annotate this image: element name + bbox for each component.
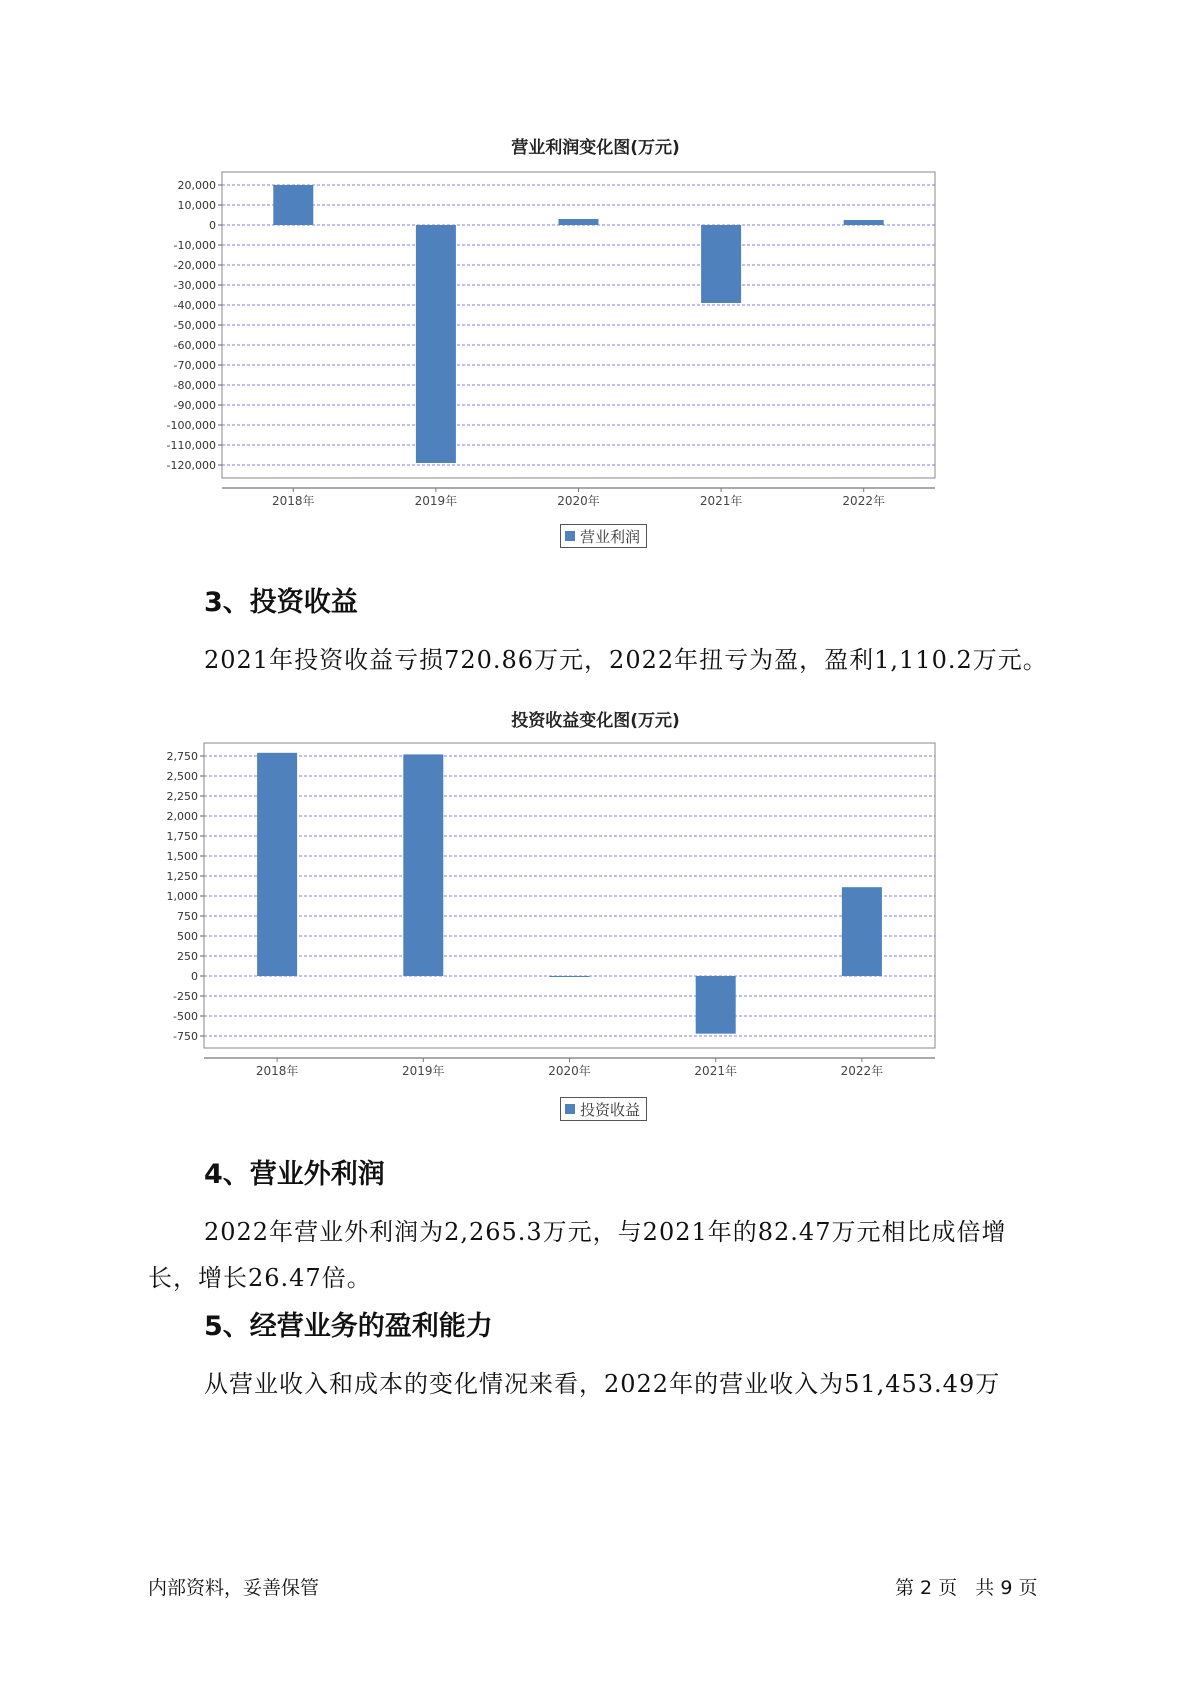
y-tick-label: -40,000 — [173, 299, 216, 312]
y-tick-label: 1,750 — [166, 830, 198, 843]
section4-paragraph-line2: 长，增长26.47倍。 — [148, 1264, 372, 1292]
y-tick-label: -750 — [173, 1030, 198, 1043]
chart2-legend — [560, 1097, 647, 1121]
chart1-legend-label: 营业利润 — [580, 527, 641, 546]
y-tick-label: -110,000 — [166, 439, 216, 452]
x-tick-label: 2022年 — [842, 494, 885, 508]
chart2-legend-label: 投资收益 — [580, 1100, 641, 1119]
y-tick-label: -60,000 — [173, 339, 216, 352]
bar-2019年 — [403, 754, 443, 976]
investment-income-chart — [150, 740, 1040, 1100]
x-tick-label: 2021年 — [699, 494, 743, 508]
plot-frame — [204, 743, 935, 1048]
footer-page-number: 第 2 页 共 9 页 — [895, 1577, 1038, 1599]
y-tick-label: 0 — [191, 970, 198, 983]
y-tick-label: -50,000 — [173, 319, 216, 332]
bar-2018年 — [257, 753, 297, 976]
x-tick-label: 2021年 — [694, 1064, 737, 1078]
y-tick-label: 2,500 — [166, 770, 198, 783]
x-tick-label: 2018年 — [272, 494, 315, 508]
bar-2021年 — [696, 976, 736, 1034]
section3-heading: 3、投资收益 — [204, 587, 358, 618]
section4-paragraph-line1: 2022年营业外利润为2,265.3万元，与2021年的82.47万元相比成倍增 — [204, 1218, 1007, 1246]
y-tick-label: 2,250 — [166, 790, 198, 803]
y-tick-label: -100,000 — [166, 419, 216, 432]
y-tick-label: 500 — [177, 930, 198, 943]
y-tick-label: -250 — [173, 990, 198, 1003]
y-tick-label: -80,000 — [173, 379, 216, 392]
bar-2019年 — [416, 225, 456, 463]
x-tick-label: 2022年 — [840, 1064, 884, 1078]
y-tick-label: -90,000 — [173, 399, 216, 412]
bar-2022年 — [842, 887, 882, 976]
bar-2018年 — [273, 185, 313, 225]
footer-confidential: 内部资料，妥善保管 — [148, 1577, 320, 1599]
y-tick-label: -30,000 — [173, 279, 216, 292]
legend-swatch-icon — [565, 1104, 575, 1114]
x-tick-label: 2018年 — [255, 1064, 299, 1078]
section5-heading: 5、经营业务的盈利能力 — [204, 1311, 493, 1342]
x-tick-label: 2020年 — [557, 494, 600, 508]
y-tick-label: -20,000 — [173, 259, 216, 272]
y-tick-label: 750 — [177, 910, 198, 923]
y-tick-label: -120,000 — [166, 459, 216, 472]
y-tick-label: 1,250 — [166, 870, 198, 883]
y-tick-label: 2,000 — [166, 810, 198, 823]
legend-swatch-icon — [565, 531, 575, 541]
operating-profit-chart — [150, 168, 1040, 528]
bar-2021年 — [701, 225, 741, 303]
section5-paragraph: 从营业收入和成本的变化情况来看，2022年的营业收入为51,453.49万 — [204, 1370, 1001, 1398]
chart1-title: 营业利润变化图(万元) — [511, 138, 680, 158]
y-tick-label: 20,000 — [177, 179, 216, 192]
y-tick-label: -10,000 — [173, 239, 216, 252]
y-tick-label: -500 — [173, 1010, 198, 1023]
x-tick-label: 2019年 — [414, 494, 458, 508]
chart1-legend — [560, 524, 647, 548]
section4-heading: 4、营业外利润 — [204, 1159, 385, 1190]
section3-paragraph: 2021年投资收益亏损720.86万元，2022年扭亏为盈，盈利1,110.2万元。 — [204, 646, 1048, 674]
chart2-title: 投资收益变化图(万元) — [511, 711, 680, 731]
y-tick-label: 10,000 — [177, 199, 216, 212]
y-tick-label: 2,750 — [166, 750, 198, 763]
y-tick-label: 250 — [177, 950, 198, 963]
bar-2020年 — [550, 976, 590, 977]
x-tick-label: 2019年 — [402, 1064, 445, 1078]
y-tick-label: -70,000 — [173, 359, 216, 372]
y-tick-label: 1,000 — [166, 890, 198, 903]
x-tick-label: 2020年 — [548, 1064, 591, 1078]
y-tick-label: 1,500 — [166, 850, 198, 863]
y-tick-label: 0 — [209, 219, 216, 232]
bar-2022年 — [844, 220, 884, 225]
bar-2020年 — [559, 219, 599, 225]
